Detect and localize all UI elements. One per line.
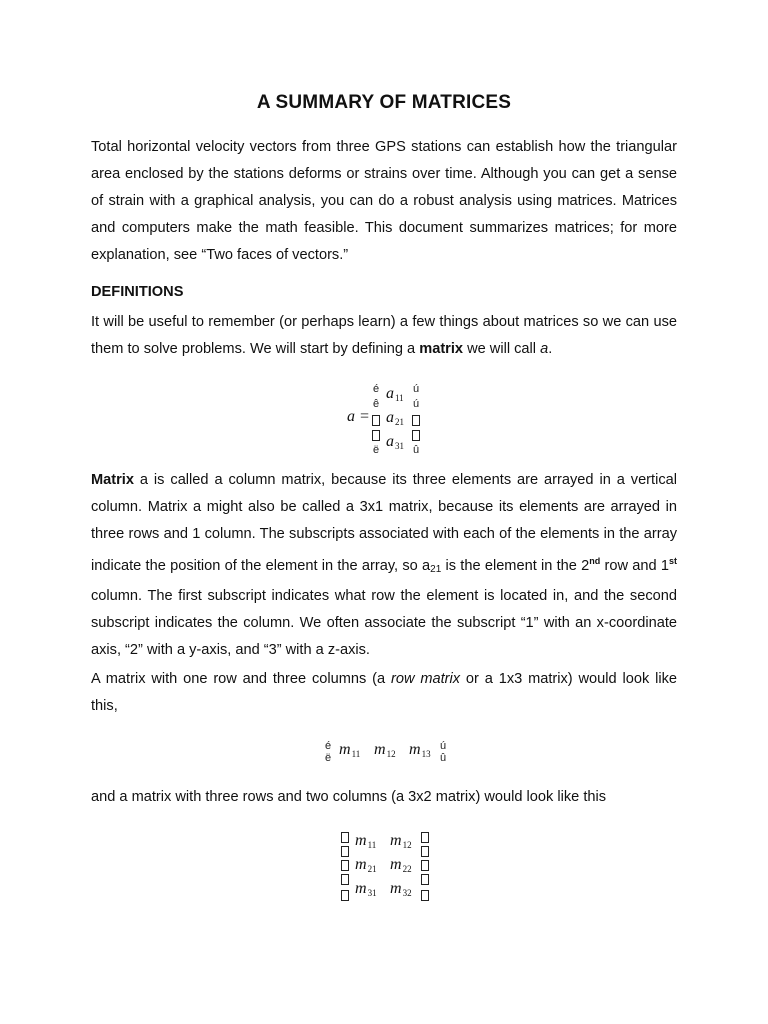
def-text-var: a xyxy=(540,341,549,357)
bracket-glyph-bottom-left: ë xyxy=(325,752,332,764)
matrix-element: $m_{12}$ xyxy=(374,741,396,759)
def-text-bold: matrix xyxy=(419,341,464,357)
definitions-heading: DEFINITIONS xyxy=(91,284,184,300)
definitions-paragraph xyxy=(91,309,677,363)
missing-glyph-box xyxy=(372,415,380,426)
missing-glyph-box xyxy=(421,890,429,901)
bracket-glyph-right: ú xyxy=(413,398,420,410)
matrix-explanation-paragraph: Matrix a is called a column matrix, because its three elements are arrayed in a vertical column. Matrix a might also be called a 3x1 matrix, because its elements are arrayed in three rows and 1 column. The subscripts associated with each of the elements in the array indicate the position of the element in the array, so a21 is the element in the 2nd row and 1st column. The first subscript indicates what row the element is located in, and the second subscript indicates the column. We often associate the subscript “1” with an x-coordinate axis, “2” with a y-axis, and “3” with a z-axis. xyxy=(91,472,678,658)
row-matrix-paragraph: A matrix with one row and three columns (a row matrix or a 1x3 matrix) would look like this, xyxy=(91,671,677,714)
matrix-element: $m_{11}$ xyxy=(355,832,377,850)
missing-glyph-box xyxy=(372,430,380,441)
missing-glyph-box xyxy=(421,846,429,857)
equation-lhs: a = xyxy=(347,408,370,425)
document-title: A SUMMARY OF MATRICES xyxy=(256,92,512,113)
matrix-element: $a_{21}$ xyxy=(386,409,404,427)
missing-glyph-box xyxy=(421,860,429,871)
bracket-glyph-top-left: é xyxy=(373,383,380,395)
missing-glyph-box xyxy=(341,832,349,843)
bracket-glyph-bottom-right: û xyxy=(440,752,447,764)
intro-paragraph: Total horizontal velocity vectors from three GPS stations can establish how the triangular area enclosed by the stations deforms or strains over time. Although you can get a sense of strain with a graphical analysis, you can do a robust analysis using matrices. Matrices and computers make the math feasible. This document summarizes matrices; for more explanation, see “Two faces of vectors.” xyxy=(91,139,677,263)
bracket-glyph-top-left: é xyxy=(325,740,332,752)
missing-glyph-box xyxy=(341,860,349,871)
matrix-element: $m_{22}$ xyxy=(390,856,412,874)
three-by-two-paragraph: and a matrix with three rows and two columns (a 3x2 matrix) would look like this xyxy=(91,789,607,805)
def-text-start: It will be useful to remember (or perhaps learn) a few things about matrices so we can use them to solve problems. We will start by defining a xyxy=(91,314,677,357)
def-text-end: . xyxy=(548,341,553,357)
missing-glyph-box xyxy=(412,415,420,426)
bracket-glyph-top-right: ú xyxy=(413,383,420,395)
matrix-element: $a_{11}$ xyxy=(386,385,404,403)
matrix-element: $m_{21}$ xyxy=(355,856,377,874)
bracket-glyph-bottom-right: û xyxy=(413,444,420,456)
bracket-glyph-left: ê xyxy=(373,398,380,410)
missing-glyph-box xyxy=(341,846,349,857)
matrix-element: $m_{32}$ xyxy=(390,880,412,898)
matrix-element: $m_{12}$ xyxy=(390,832,412,850)
def-text-mid: we will call xyxy=(463,341,541,357)
matrix-element: $a_{31}$ xyxy=(386,433,404,451)
missing-glyph-box xyxy=(341,874,349,885)
matrix-element: $m_{11}$ xyxy=(339,741,361,759)
bracket-glyph-bottom-left: ë xyxy=(373,444,380,456)
missing-glyph-box xyxy=(421,832,429,843)
matrix-element: $m_{13}$ xyxy=(409,741,431,759)
matrix-element: $m_{31}$ xyxy=(355,880,377,898)
bracket-glyph-top-right: ú xyxy=(440,740,447,752)
missing-glyph-box xyxy=(341,890,349,901)
missing-glyph-box xyxy=(421,874,429,885)
missing-glyph-box xyxy=(412,430,420,441)
